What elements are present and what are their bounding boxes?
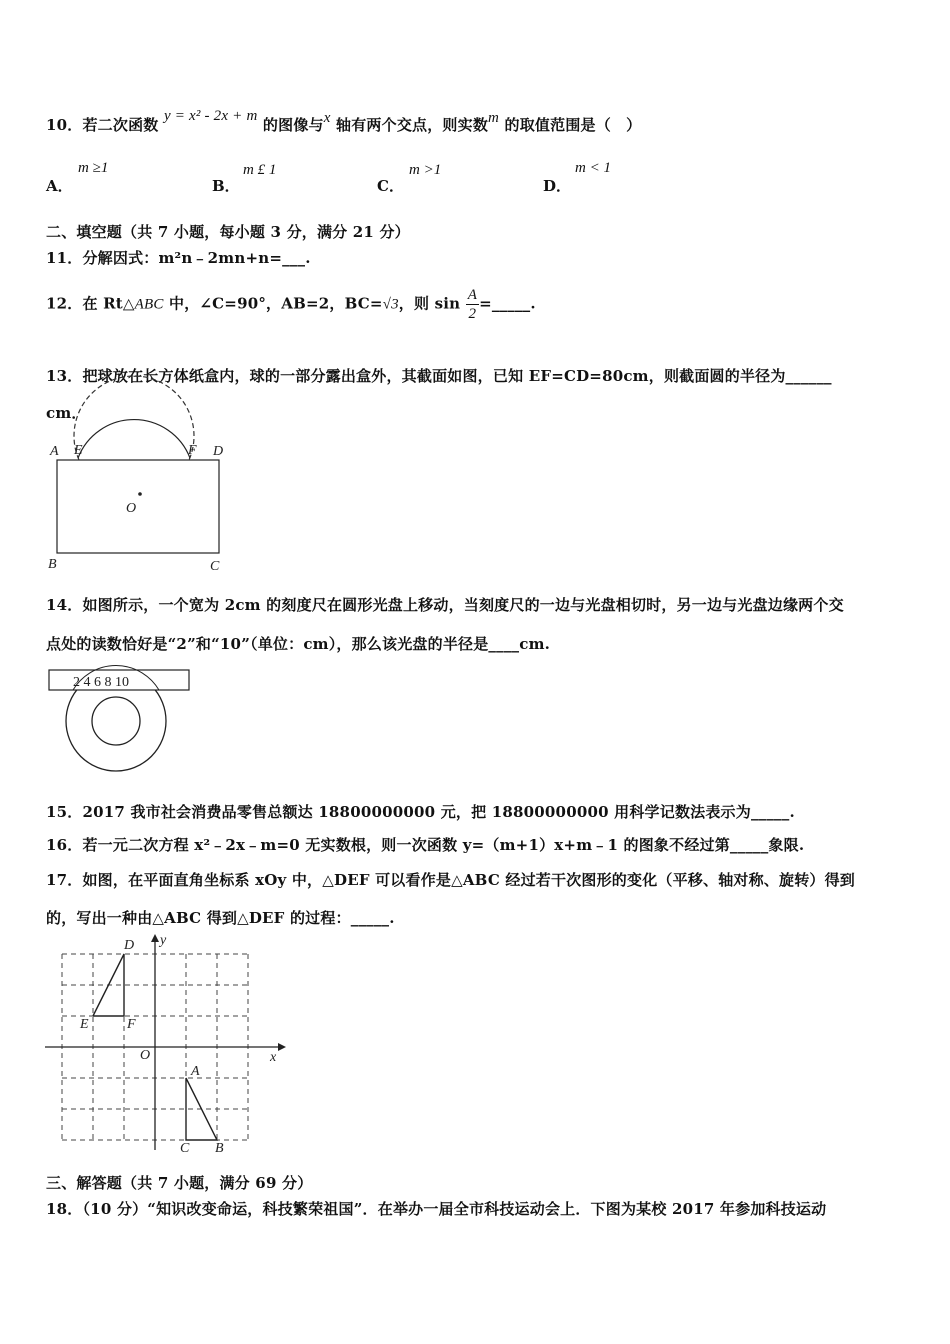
q10-option-a-value: m ≥1	[78, 160, 109, 176]
q17-line1: 17．如图，在平面直角坐标系 xOy 中，△DEF 可以看作是△ABC 经过若干次图形的变化（平移、轴对称、旋转）得到	[46, 871, 855, 889]
q10-stem: 10．若二次函数 y = x² - 2x + m 的图像与x 轴有两个交点，则实数m 的取值范围是（ ）	[46, 108, 642, 134]
box-rect	[57, 460, 219, 553]
section-2-heading: 二、填空题（共 7 小题，每小题 3 分，满分 21 分）	[46, 223, 410, 241]
label-e: E	[74, 443, 83, 458]
label-x: x	[270, 1050, 277, 1065]
q10-formula: y = x² - 2x + m	[163, 108, 258, 124]
dashed-arc	[74, 376, 194, 460]
label-b: B	[215, 1141, 224, 1156]
q17-line2: 的，写出一种由△ABC 得到△DEF 的过程：_____.	[46, 909, 395, 927]
solid-arc	[78, 420, 190, 458]
label-o: O	[126, 501, 137, 516]
q10-option-d-value: m < 1	[575, 160, 611, 176]
label-c: C	[210, 559, 220, 574]
label-d: D	[124, 938, 135, 953]
label-y: y	[160, 933, 167, 948]
q10-option-d-label: D．	[543, 177, 572, 195]
q13-figure	[40, 430, 240, 575]
label-b: B	[48, 557, 57, 572]
label-e: E	[80, 1017, 89, 1032]
y-axis-arrow	[151, 934, 159, 942]
label-f: F	[188, 443, 197, 458]
q10-option-c-value: m >1	[409, 162, 442, 178]
q10-option-b-value: m £ 1	[243, 162, 277, 178]
q18: 18．（10 分）“知识改变命运，科技繁荣祖国”．在举办一届全市科技运动会上．下图为某校 2017 年参加科技运动	[46, 1200, 827, 1218]
q14-line1: 14．如图所示，一个宽为 2cm 的刻度尺在圆形光盘上移动，当刻度尺的一边与光盘相切时，另一边与光盘边缘两个交	[46, 596, 844, 614]
q15: 15．2017 我市社会消费品零售总额达 18800000000 元，把 18800000000 用科学记数法表示为_____.	[46, 803, 795, 821]
q12-fraction: $\frac{A}{2}$	[467, 287, 478, 322]
label-a: A	[50, 444, 59, 459]
label-c: C	[180, 1141, 190, 1156]
q13-line1: 13．把球放在长方体纸盒内，球的一部分露出盒外，其截面如图，已知 EF=CD=80cm，则截面圆的半径为______	[46, 367, 832, 385]
q10-option-b-label: B．	[212, 177, 240, 195]
x-axis-arrow	[278, 1043, 286, 1051]
disc-inner	[92, 697, 140, 745]
label-f: F	[127, 1017, 136, 1032]
q13-line2: cm．	[46, 404, 87, 422]
q11: 11．分解因式：m²n﹣2mn+n=___.	[46, 249, 311, 267]
label-d: D	[213, 444, 224, 459]
label-a: A	[191, 1064, 200, 1079]
label-o: O	[140, 1048, 151, 1063]
q17-figure	[40, 930, 290, 1160]
q14-line2: 点处的读数恰好是“2”和“10”（单位：cm），那么该光盘的半径是____cm.	[46, 635, 551, 653]
q10-option-c-label: C．	[377, 177, 404, 195]
center-dot	[138, 492, 142, 496]
ruler-ticks: 2 4 6 8 10	[73, 675, 129, 690]
q10-option-a-label: A．	[46, 177, 73, 195]
q14-figure	[45, 665, 195, 780]
section-3-heading: 三、解答题（共 7 小题，满分 69 分）	[46, 1174, 313, 1192]
q16: 16．若一元二次方程 x²﹣2x﹣m=0 无实数根，则一次函数 y=（m+1）x+m﹣1 的图象不经过第_____象限.	[46, 836, 805, 854]
q12: 12．在 Rt△ABC 中，∠C=90°，AB=2，BC=√3，则 sin $\frac{A}{2}$ =_____.	[46, 287, 536, 322]
